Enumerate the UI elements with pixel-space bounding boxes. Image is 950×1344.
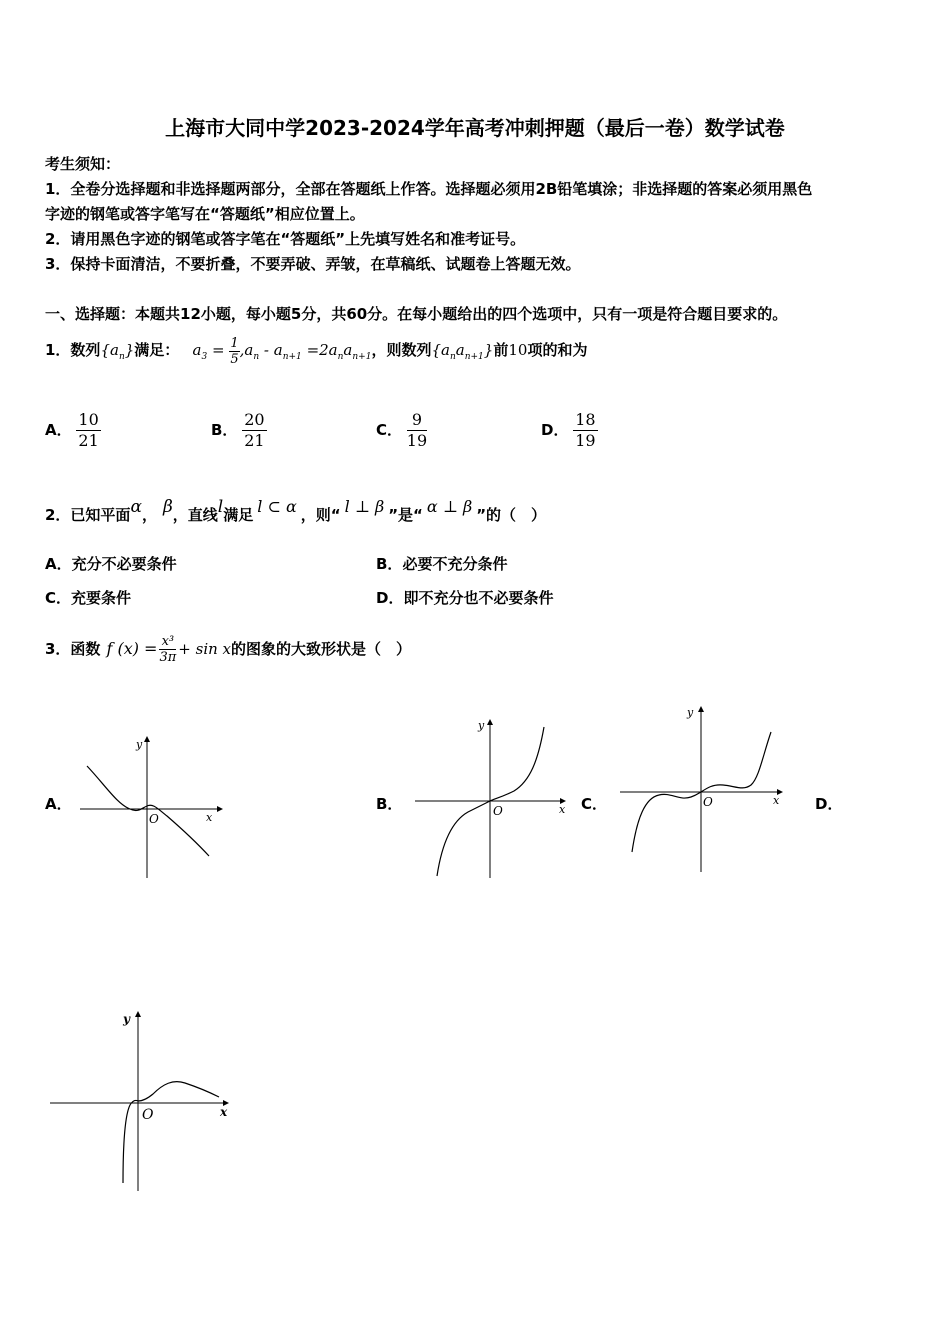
q3-option-a-label[interactable]: A． (45, 795, 72, 813)
origin-label: O (703, 795, 713, 809)
y-label: y (478, 719, 485, 732)
y-axis-arrow-icon (487, 719, 493, 725)
q3-option-b-label[interactable]: B． (376, 795, 403, 813)
q2-option-a[interactable]: A．充分不必要条件 (45, 555, 177, 573)
section-heading: 一、选择题：本题共12小题，每小题5分，共60分。在每小题给出的四个选项中，只有一项是符合题目要求的。 (45, 305, 788, 323)
origin-label: O (142, 1107, 154, 1123)
q3-graph-d (45, 1005, 245, 1195)
q1-option-d[interactable]: D． $\frac{18}{19}$ (541, 410, 596, 450)
question-3: 3．函数 f (x) = $\frac{\text{x³}}{3\pi}$ + sin x的图象的大致形状是（ ） (45, 634, 412, 665)
q2-option-b[interactable]: B．必要不充分条件 (376, 555, 508, 573)
x-label: x (559, 803, 566, 816)
origin-label: O (493, 804, 503, 818)
q1-seq2: $\{a_na_{n+1}\}$ (431, 341, 494, 362)
notice-item-1: 1．全卷分选择题和非选择题两部分，全部在答题纸上作答。选择题必须用2B铅笔填涂；非选择题的答案必须用黑色 (45, 180, 813, 198)
q1-satisfy: 满足： (134, 341, 180, 359)
curve (123, 1082, 219, 1183)
q3-graph-c (615, 700, 790, 875)
y-axis-arrow-icon (144, 736, 150, 742)
q1-option-c[interactable]: C． $\frac{9}{19}$ (376, 410, 428, 450)
notice-heading: 考生须知： (45, 155, 121, 173)
q1-tail: 项的和为 (527, 341, 588, 359)
question-1: 1．数列$\{a_n\}$满足： $a_3$ = $\frac{1}{5}$ $,a_n - a_{n+1} =2a_na_{n+1}$，则数列$\{a_na_{n+1}\}$前10项的和为 (45, 335, 588, 367)
y-label: y (123, 1012, 130, 1026)
q2-option-d[interactable]: D．即不充分也不必要条件 (376, 589, 554, 607)
y-label: y (136, 738, 143, 751)
q1-option-a[interactable]: A． $\frac{10}{21}$ (45, 410, 99, 450)
q3-option-d-label[interactable]: D． (815, 795, 843, 813)
q1-number: 1．数列 (45, 341, 101, 359)
origin-label: O (149, 812, 159, 826)
q3-graph-b (410, 715, 575, 880)
q2-option-c[interactable]: C．充要条件 (45, 589, 132, 607)
q3-option-c-label[interactable]: C． (581, 795, 608, 813)
x-label: x (773, 794, 780, 807)
q1-option-b[interactable]: B． $\frac{20}{21}$ (211, 410, 265, 450)
q1-condition: $a_3$ = $\frac{1}{5}$ $,a_n - a_{n+1} =2a_na_{n+1}$ (192, 335, 372, 367)
notice-item-1-cont: 字迹的钢笔或答字笔写在“答题纸”相应位置上。 (45, 205, 365, 223)
x-axis-arrow-icon (217, 806, 223, 812)
x-label: x (220, 1105, 228, 1119)
x-label: x (206, 811, 213, 824)
q1-then: ，则数列 (371, 341, 432, 359)
notice-item-2: 2．请用黑色字迹的钢笔或答字笔在“答题纸”上先填写姓名和准考证号。 (45, 230, 526, 248)
y-axis-arrow-icon (698, 706, 704, 712)
page-title: 上海市大同中学2023-2024学年高考冲刺押题（最后一卷）数学试卷 (165, 116, 785, 140)
notice-item-3: 3．保持卡面清洁，不要折叠，不要弄破、弄皱，在草稿纸、试题卷上答题无效。 (45, 255, 581, 273)
q1-seq: $\{a_n\}$ (100, 341, 135, 362)
question-2: 2．已知平面α， β，直线l满足 l ⊂ α ，则“ l ⊥ β ”是“ α ⊥ β ”的（ ） (45, 497, 547, 524)
curve (87, 766, 209, 856)
y-label: y (687, 706, 694, 719)
q3-graph-a (75, 730, 225, 880)
y-axis-arrow-icon (135, 1011, 141, 1017)
q1-fraction: $\frac{1}{5}$ (230, 335, 239, 367)
